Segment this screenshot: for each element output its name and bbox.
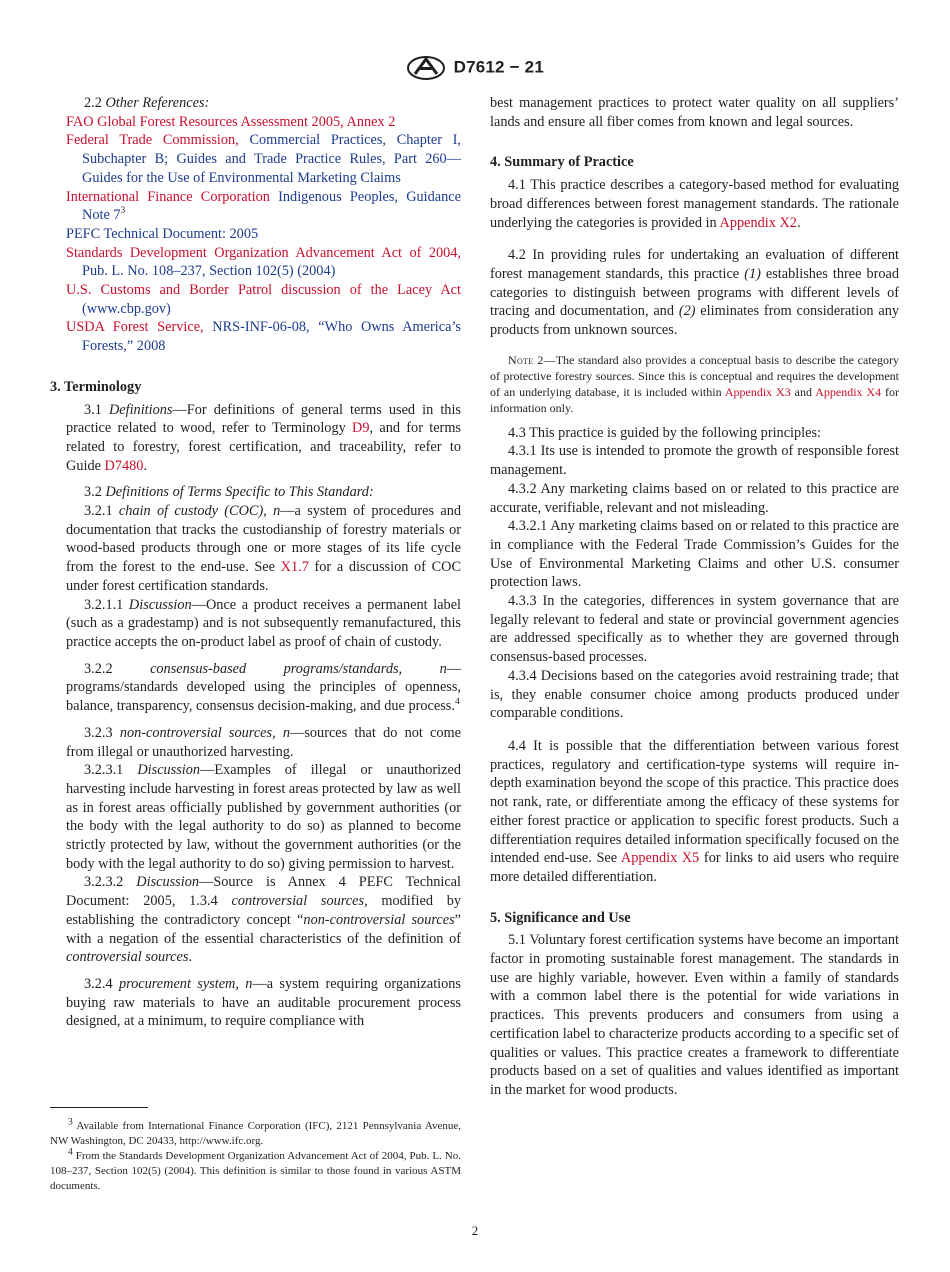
ref-ifc-link[interactable]: International Finance Corporation [66,188,270,205]
page-number: 2 [471,1223,479,1238]
astm-logo-icon [406,55,446,81]
section-5-title: 5. Significance and Use [490,909,631,926]
ref-pefc [66,225,461,244]
para-4-2: 4.2 In providing rules for undertaking an evaluation of different forest management standards, this practice (1) establishes three broad categories to distinguish between programs with different levels of tracing and documentation, and (2) eliminates from consideration any products from unknown sources. [490,247,899,339]
para-4-3-4: 4.3.4 Decisions based on the categories avoid restraining trade; that is, they enable consumer choice among products produced under comparable conditions. [490,667,899,722]
ref-fao-link[interactable]: FAO Global Forest Resources Assessment 2005, Annex 2 [66,113,396,130]
ref-sdo-link[interactable]: Standards Development Organization Advancement Act of 2004, [66,244,461,261]
ref-cbp-url-link[interactable]: (www.cbp.gov) [82,300,171,317]
ref-usda [66,318,461,355]
footnotes [50,1119,461,1194]
footnote-3: $^3$ Available from International Finance Corporation (IFC), 2121 Pennsylvania Avenue, NW Washington, DC 20433, http://www.ifc.org. [50,1117,461,1147]
para-4-3-2-1: 4.3.2.1 Any marketing claims based on or related to this practice are in compliance with the Federal Trade Commission’s Guides for the Use of Environmental Marketing Claims and other U.S. consumer protection laws. [490,518,899,591]
page-header [0,55,950,81]
para-4-1: 4.1 This practice describes a category-based method for evaluating broad differences between forest management standards. The rationale underlying the categories is provided in Appendix X2. [490,177,899,231]
ref-cbp-link[interactable]: U.S. Customs and Border Patrol discussion of the Lacey Act [66,282,461,299]
link-appendix-x4[interactable]: Appendix X4 [815,384,882,399]
para-4-4: 4.4 It is possible that the differentiation between various forest practices, regulatory and certification-type systems will require in-depth examination beyond the scope of this practice. This practice does not rank, rate, or differentiate among the efficacy of these systems for either forest practice or application to specific forest products. Such a differentiation requires detailed information specifically focused on the intended end-use. See Appendix X5 for links to aid users who require more detailed differentiation. [490,737,900,885]
footnote-ref-3[interactable]: 3 [120,206,126,217]
footnote-ref-4[interactable]: 4 [454,697,460,708]
ref-usda-title-link[interactable]: NRS-INF-06-08, “Who Owns America’s Forests,” 2008 [82,319,461,355]
ref-sdo [66,244,461,281]
section-4-title: 4. Summary of Practice [490,154,634,171]
para-5-1: 5.1 Voluntary forest certification systems have become an important factor in promoting sustainable forest management. The standards in use are highly variable, however. Even within a family of standards with a common label there is the potential for wide variations in practices. This prevents producers and consumers from using a certification label to characterize products according to a specific set of qualities or values. This practice creates a framework to differentiate products based on a set of qualities and values identified as important in the market for wood products. [490,932,899,1098]
para-4-3-2: 4.3.2 Any marketing claims based on or related to this practice are accurate, verifiable, relevant and not misleading. [490,480,899,516]
other-references-heading: 2.2 Other References: [84,95,210,111]
para-3-2-3-1: 3.2.3.1 Discussion—Examples of illegal or unauthorized harvesting include harvesting in forest areas protected by law as well as in forest areas officially published by government authorities (or the body with the legal authority to do so) as planned to become strictly protected by law, without the government authorities (or the body with the legal authority to do so) giving permission to harvest. [66,762,461,872]
link-x1-7[interactable]: X1.7 [280,559,309,576]
footnote-4: $^4$ From the Standards Development Organization Advancement Act of 2004, Pub. L. No. 108–237, Section 102(5) (2004). This definition is similar to those found in various ASTM documents. [50,1147,461,1192]
para-3-2-1-1: 3.2.1.1 Discussion—Once a product receives a permanent label (such as a gradestamp) and is not subsequently remanufactured, this practice accepts the on-product label as proof of chain of custody. [66,596,462,650]
ref-usda-link[interactable]: USDA Forest Service, [66,319,204,336]
link-d7480[interactable]: D7480 [104,457,144,474]
note-2: Note 2—The standard also provides a conceptual basis to describe the category of protective forestry sources. Since this is conceptual and requires the development of an underlying database, it is included within Appendix X3 and Appendix X4 for information only. [490,352,900,415]
left-column [50,94,462,1031]
footnote-divider [50,1107,148,1108]
para-4-3-3: 4.3.3 In the categories, differences in system governance that are legally relevant to federal and state or provincial government agencies are addressed specifically as to whether they are governed through consensus-based processes. [490,593,899,666]
ref-ftc-title-link[interactable]: Commercial Practices, Chapter I, Subchapter B; Guides and Trade Practice Rules, Part 260—Guides for the Use of Environmental Marketing Claims [82,132,461,186]
ref-ifc [66,188,461,225]
para-3-2-1: 3.2.1 chain of custody (COC), n—a system of procedures and documentation that tracks the custodianship of forestry materials or wood-based products through one or more stages of its life cycle from the forest to the end-use. See X1.7 for a discussion of COC under forest certification standards. [66,503,461,594]
designation: D7612 − 21 [453,57,544,77]
para-3-2: 3.2 Definitions of Terms Specific to This Standard: [84,484,374,501]
ref-ftc [66,131,461,187]
right-column [490,94,899,1100]
para-3-2-3-2: 3.2.3.2 Discussion—Source is Annex 4 PEFC Technical Document: 2005, 1.3.4 controversial sources, modified by establishing the contradictory concept “non-controversial sources” with a negation of the essential characteristics of the definition of controversial sources. [66,874,462,966]
para-4-3-1: 4.3.1 Its use is intended to promote the growth of responsible forest management. [490,443,899,479]
link-appendix-x3[interactable]: Appendix X3 [724,384,791,399]
para-3-2-4-continued: best management practices to protect water quality on all suppliers’ lands and ensure all fiber comes from known and legal sources. [490,95,899,130]
para-3-2-4: 3.2.4 procurement system, n—a system requiring organizations buying raw materials to have an auditable procurement process designed, at a minimum, to require compliance with [66,975,461,1030]
ref-pefc-link[interactable]: PEFC Technical Document: 2005 [66,225,259,242]
link-appendix-x2[interactable]: Appendix X2 [719,214,797,231]
ref-cbp [66,281,461,318]
ref-ifc-title-link[interactable]: Indigenous Peoples, Guidance Note 7 [82,188,461,224]
link-appendix-x5[interactable]: Appendix X5 [620,850,700,867]
ref-sdo-title-link[interactable]: Pub. L. No. 108–237, Section 102(5) (2004) [82,263,336,280]
ref-ftc-link[interactable]: Federal Trade Commission, [66,132,239,149]
para-4-3: 4.3 This practice is guided by the following principles: [508,424,822,441]
section-3-title: 3. Terminology [50,378,142,395]
link-d9[interactable]: D9 [352,420,370,437]
para-3-2-2: 3.2.2 consensus-based programs/standards, n—programs/standards developed using the principles of openness, balance, transparency, consensus decision-making, and due process.$^4$ [66,660,462,715]
para-3-1: 3.1 Definitions—For definitions of general terms used in this practice related to wood, refer to Terminology D9, and for terms related to forestry, forest certification, and traceability, refer to Guide D7480. [66,401,461,474]
para-3-2-3: 3.2.3 non-controversial sources, n—sources that do not come from illegal or unauthorized harvesting. [66,724,462,760]
ref-fao [66,113,461,132]
